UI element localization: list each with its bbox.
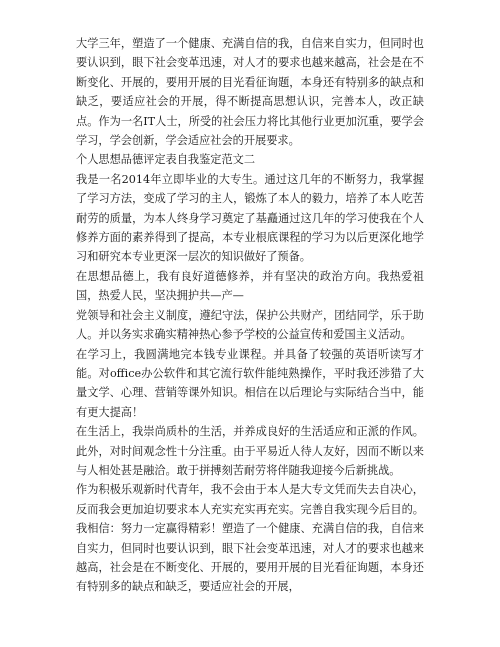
paragraph-6: 在生活上，我崇尚质朴的生活，并养成良好的生活适应和正派的作风。此外，对时间观念性十分注重。由于平易近人待人友好，因而不断以来与人相处甚是融洽。敢于拼搏刻苦耐劳将伴随我迎接今后新挑战。 <box>76 425 424 477</box>
paragraph-3: 在思想品德上，我有良好道德修养，并有坚决的政治方向。我热爱祖国，热爱人民，坚决拥护共—产— <box>76 269 424 303</box>
paragraph-1: 大学三年，塑造了一个健康、充满自信的我，自信来自实力，但同时也要认识到，眼下社会变革迅速，对人才的要求也越来越高，社会是在不断变化、开展的，要用开展的目光看征询题，本身还有特别多的缺点和缺乏，要适应社会的开展，得不断提高思想认识，完善本人，改正缺点。作为一名IT人士，所受的社会压力将比其他行业更加沉重，要学会学习，学会创新，学会适应社会的开展要求。 <box>76 37 424 148</box>
paragraph-2: 我是一名2014年立即毕业的大专生。通过这几年的不断努力，我掌握了学习方法，变成了学习的主人，锻炼了本人的毅力，培养了本人吃苦耐劳的质量，为本人终身学习奠定了基矗通过这几年的学习使我在个人修养方面的素养得到了提高，本专业根底课程的学习为以后更深化地学习和研究本专业更深一层次的知识做好了预备。 <box>76 172 424 264</box>
paragraph-5: 在学习上，我圆满地完本钱专业课程。并具备了较强的英语听读写才能。对office办公软件和其它流行软件能纯熟操作，平时我还涉猎了大量文学、心理、营销等课外知识。相信在以后理论与实际结合当中，能有更大提高！ <box>76 347 424 419</box>
document-page <box>76 34 424 597</box>
section-heading: 个人思想品德评定表自我鉴定范文二 <box>76 153 256 167</box>
paragraph-4: 党领导和社会主义制度，遵纪守法，保护公共财产，团结同学，乐于助人。并以务实求确实精神热心参予学校的公益宣传和爱国主义活动。 <box>76 308 424 342</box>
paragraph-7: 作为积极乐观新时代青年，我不会由于本人是大专文凭而失去自决心，反而我会更加迫切要求本人充实充实再充实。完善自我实现今后目的。我相信：努力一定赢得精彩！塑造了一个健康、充满自信的我，自信来自实力，但同时也要认识到，眼下社会变革迅速，对人才的要求也越来越高，社会是在不断变化、开展的，要用开展的目光看征询题，本身还有特别多的缺点和缺乏，要适应社会的开展， <box>76 483 424 594</box>
